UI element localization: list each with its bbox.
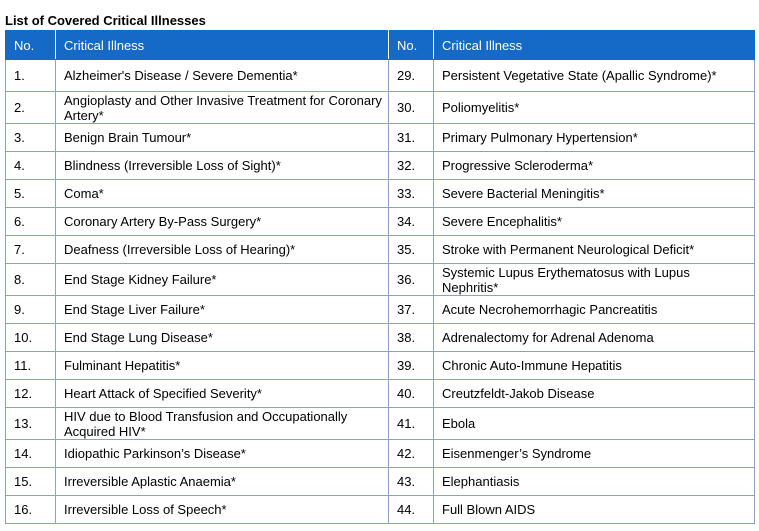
critical-illness-table [5,30,755,524]
table-row [6,208,755,236]
row-number-left: 1. [6,60,56,92]
row-number-left: 2. [6,92,56,124]
illness-name-right: Elephantiasis [434,468,755,496]
illness-name-left: End Stage Liver Failure* [56,296,389,324]
illness-name-right: Creutzfeldt-Jakob Disease [434,380,755,408]
row-number-right: 44. [389,496,434,524]
table-row [6,324,755,352]
table-row [6,296,755,324]
table-row [6,152,755,180]
illness-name-left: Idiopathic Parkinson’s Disease* [56,440,389,468]
illness-name-right: Stroke with Permanent Neurological Deficit* [434,236,755,264]
row-number-right: 33. [389,180,434,208]
illness-name-right: Systemic Lupus Erythematosus with Lupus Nephritis* [434,264,755,296]
row-number-left: 9. [6,296,56,324]
table-row [6,124,755,152]
row-number-right: 40. [389,380,434,408]
row-number-right: 36. [389,264,434,296]
table-header-row [6,31,755,60]
table-row [6,264,755,296]
row-number-right: 41. [389,408,434,440]
row-number-right: 32. [389,152,434,180]
table-row [6,180,755,208]
illness-name-right: Chronic Auto-Immune Hepatitis [434,352,755,380]
row-number-left: 8. [6,264,56,296]
illness-name-right: Persistent Vegetative State (Apallic Syndrome)* [434,60,755,92]
illness-name-left: Fulminant Hepatitis* [56,352,389,380]
row-number-left: 11. [6,352,56,380]
row-number-right: 39. [389,352,434,380]
illness-name-left: Blindness (Irreversible Loss of Sight)* [56,152,389,180]
row-number-left: 7. [6,236,56,264]
illness-name-right: Severe Encephalitis* [434,208,755,236]
illness-name-left: Benign Brain Tumour* [56,124,389,152]
table-row [6,380,755,408]
table-row [6,440,755,468]
row-number-left: 6. [6,208,56,236]
page-title: List of Covered Critical Illnesses [5,13,206,28]
row-number-right: 43. [389,468,434,496]
illness-name-left: Irreversible Aplastic Anaemia* [56,468,389,496]
row-number-right: 37. [389,296,434,324]
row-number-right: 34. [389,208,434,236]
illness-name-right: Severe Bacterial Meningitis* [434,180,755,208]
illness-name-left: Heart Attack of Specified Severity* [56,380,389,408]
row-number-left: 5. [6,180,56,208]
table-row [6,92,755,124]
illness-name-right: Full Blown AIDS [434,496,755,524]
row-number-left: 12. [6,380,56,408]
illness-name-right: Ebola [434,408,755,440]
table-row [6,60,755,92]
row-number-right: 38. [389,324,434,352]
illness-name-left: Alzheimer's Disease / Severe Dementia* [56,60,389,92]
illness-name-right: Primary Pulmonary Hypertension* [434,124,755,152]
illness-name-left: Deafness (Irreversible Loss of Hearing)* [56,236,389,264]
illness-name-left: HIV due to Blood Transfusion and Occupationally Acquired HIV* [56,408,389,440]
header-illness-left: Critical Illness [56,31,389,60]
header-no-right: No. [389,31,434,60]
header-no-left: No. [6,31,56,60]
illness-name-left: End Stage Lung Disease* [56,324,389,352]
table-row [6,496,755,524]
illness-name-right: Eisenmenger’s Syndrome [434,440,755,468]
row-number-right: 42. [389,440,434,468]
row-number-left: 14. [6,440,56,468]
row-number-right: 31. [389,124,434,152]
row-number-left: 3. [6,124,56,152]
row-number-right: 35. [389,236,434,264]
illness-name-right: Adrenalectomy for Adrenal Adenoma [434,324,755,352]
illness-name-right: Poliomyelitis* [434,92,755,124]
illness-name-left: Irreversible Loss of Speech* [56,496,389,524]
header-illness-right: Critical Illness [434,31,755,60]
table-row [6,408,755,440]
illness-name-left: Coronary Artery By-Pass Surgery* [56,208,389,236]
row-number-left: 16. [6,496,56,524]
row-number-right: 30. [389,92,434,124]
illness-name-left: Coma* [56,180,389,208]
illness-name-left: End Stage Kidney Failure* [56,264,389,296]
illness-name-right: Acute Necrohemorrhagic Pancreatitis [434,296,755,324]
illness-name-right: Progressive Scleroderma* [434,152,755,180]
table-row [6,468,755,496]
row-number-left: 10. [6,324,56,352]
row-number-left: 4. [6,152,56,180]
table-row [6,236,755,264]
illness-name-left: Angioplasty and Other Invasive Treatment for Coronary Artery* [56,92,389,124]
table-row [6,352,755,380]
row-number-left: 13. [6,408,56,440]
row-number-right: 29. [389,60,434,92]
row-number-left: 15. [6,468,56,496]
